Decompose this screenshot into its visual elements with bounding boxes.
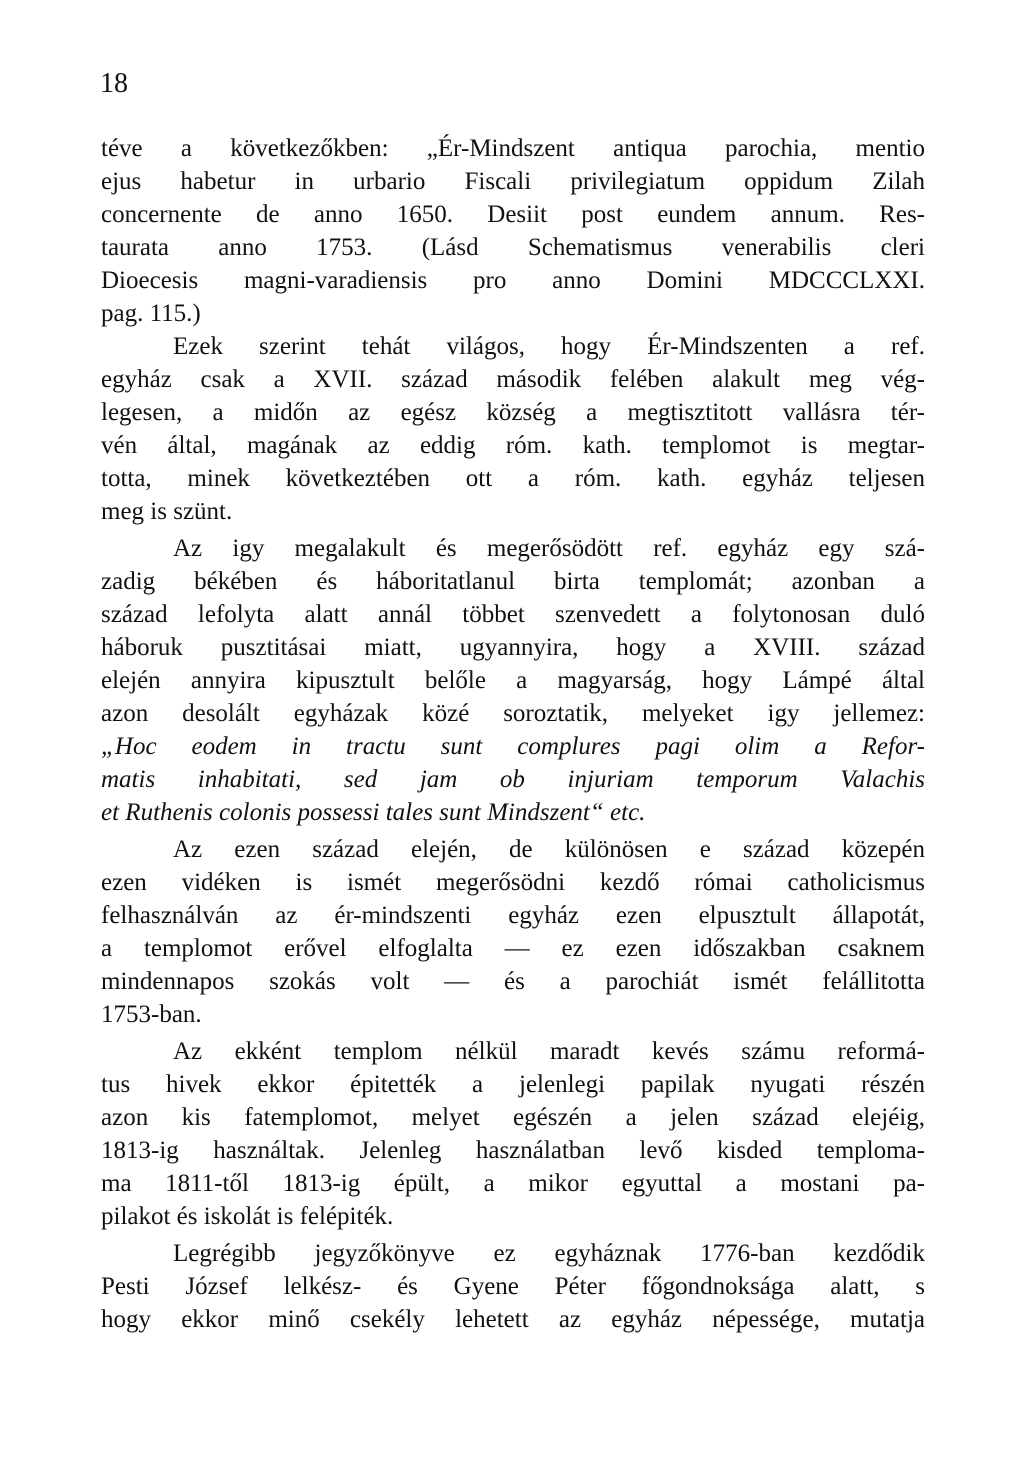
text-line: totta, minek következtében ott a róm. kath. egyház teljesen bbox=[101, 465, 925, 492]
text-line: mindennapos szokás volt — és a parochiát ismét felállitotta bbox=[101, 968, 925, 995]
quote-line: et Ruthenis colonis possessi tales sunt Mindszent“ etc. bbox=[101, 799, 646, 826]
text-line: 1753-ban. bbox=[101, 1001, 202, 1028]
text-line: taurata anno 1753. (Lásd Schematismus venerabilis cleri bbox=[101, 234, 925, 261]
text-line: 1813-ig használtak. Jelenleg használatban levő kisded temploma- bbox=[101, 1137, 925, 1164]
text-line: pilakot és iskolát is felépiték. bbox=[101, 1203, 394, 1230]
text-line: Pesti József lelkész- és Gyene Péter főgondnoksága alatt, s bbox=[101, 1273, 925, 1300]
paragraph-first-line: Legrégibb jegyzőkönyve ez egyháznak 1776-ban kezdődik bbox=[173, 1240, 925, 1267]
text-line: vén által, magának az eddig róm. kath. templomot is megtar- bbox=[101, 432, 925, 459]
text-line: zadig békében és háboritatlanul birta templomát; azonban a bbox=[101, 568, 925, 595]
text-line: egyház csak a XVII. század második felében alakult meg vég- bbox=[101, 366, 925, 393]
text-line: pag. 115.) bbox=[101, 300, 201, 327]
paragraph-first-line: Az ezen század elején, de különösen e század közepén bbox=[173, 836, 925, 863]
text-line: ma 1811-től 1813-ig épült, a mikor egyuttal a mostani pa- bbox=[101, 1170, 925, 1197]
text-line: hogy ekkor minő csekély lehetett az egyház népessége, mutatja bbox=[101, 1306, 925, 1333]
quote-line: matis inhabitati, sed jam ob injuriam temporum Valachis bbox=[101, 766, 925, 793]
text-line: meg is szünt. bbox=[101, 498, 233, 525]
text-line: ezen vidéken is ismét megerősödni kezdő római catholicismus bbox=[101, 869, 925, 896]
paragraph-first-line: Az ekként templom nélkül maradt kevés számu reformá- bbox=[173, 1038, 925, 1065]
text-line: téve a következőkben: „Ér-Mindszent antiqua parochia, mentio bbox=[101, 135, 925, 162]
text-line: elején annyira kipusztult belőle a magyarság, hogy Lámpé által bbox=[101, 667, 925, 694]
text-line: Dioecesis magni-varadiensis pro anno Domini MDCCCLXXI. bbox=[101, 267, 925, 294]
text-line: concernente de anno 1650. Desiit post eundem annum. Res- bbox=[101, 201, 925, 228]
paragraph-first-line: Az igy megalakult és megerősödött ref. egyház egy szá- bbox=[173, 535, 925, 562]
text-line: felhasználván az ér-mindszenti egyház ezen elpusztult állapotát, bbox=[101, 902, 925, 929]
paragraph-first-line: Ezek szerint tehát világos, hogy Ér-Mindszenten a ref. bbox=[173, 333, 925, 360]
text-line: század lefolyta alatt annál többet szenvedett a folytonosan duló bbox=[101, 601, 925, 628]
text-line: azon kis fatemplomot, melyet egészén a jelen század elejéig, bbox=[101, 1104, 925, 1131]
text-line: a templomot erővel elfoglalta — ez ezen időszakban csaknem bbox=[101, 935, 925, 962]
text-line: legesen, a midőn az egész község a megtisztitott vallásra tér- bbox=[101, 399, 925, 426]
text-line: ejus habetur in urbario Fiscali privilegiatum oppidum Zilah bbox=[101, 168, 925, 195]
text-line: háboruk pusztitásai miatt, ugyannyira, hogy a XVIII. század bbox=[101, 634, 925, 661]
page-number: 18 bbox=[100, 68, 128, 99]
body-text bbox=[101, 132, 925, 1336]
quote-line: „Hoc eodem in tractu sunt complures pagi olim a Refor- bbox=[101, 733, 925, 760]
text-line: azon desolált egyházak közé soroztatik, melyeket igy jellemez: bbox=[101, 700, 925, 727]
text-line: tus hivek ekkor épitették a jelenlegi papilak nyugati részén bbox=[101, 1071, 925, 1098]
